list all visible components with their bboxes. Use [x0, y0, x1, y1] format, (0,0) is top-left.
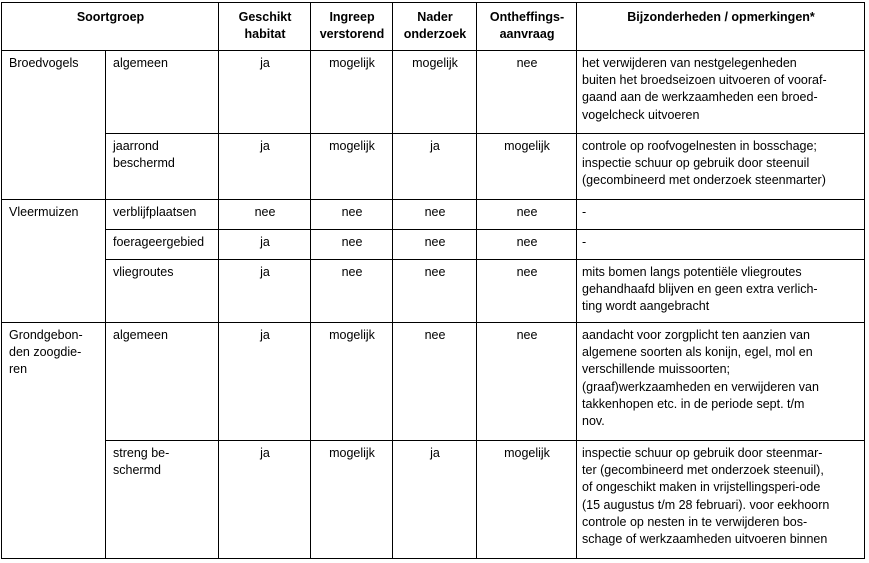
cell-ontheffing: mogelijk [477, 441, 577, 559]
table-row [2, 134, 865, 200]
cell-ingreep: mogelijk [311, 51, 393, 134]
subgroup-label: verblijfplaatsen [106, 200, 219, 230]
cell-ingreep: nee [311, 200, 393, 230]
cell-ontheffing: nee [477, 230, 577, 260]
subgroup-label: vliegroutes [106, 260, 219, 323]
cell-geschikt: ja [219, 260, 311, 323]
cell-ontheffing: nee [477, 51, 577, 134]
group-grondgebonden-zoogdieren: Grondgebon- den zoogdie- ren [2, 323, 106, 559]
cell-geschikt: nee [219, 200, 311, 230]
cell-nader: nee [393, 323, 477, 441]
table-row [2, 230, 865, 260]
header-ontheffingsaanvraag: Ontheffings- aanvraag [477, 3, 577, 51]
cell-nader: nee [393, 260, 477, 323]
cell-nader: mogelijk [393, 51, 477, 134]
cell-geschikt: ja [219, 230, 311, 260]
cell-remark: - [577, 200, 865, 230]
cell-nader: nee [393, 230, 477, 260]
subgroup-label: streng be- schermd [106, 441, 219, 559]
header-nader-onderzoek: Nader onderzoek [393, 3, 477, 51]
cell-geschikt: ja [219, 51, 311, 134]
cell-nader: ja [393, 134, 477, 200]
cell-geschikt: ja [219, 441, 311, 559]
subgroup-label: algemeen [106, 51, 219, 134]
header-ingreep-verstorend: Ingreep verstorend [311, 3, 393, 51]
cell-remark: het verwijderen van nestgelegenheden buiten het broedseizoen uitvoeren of vooraf- gaand aan de werkzaamheden een broed- vogelcheck uitvoeren [577, 51, 865, 134]
cell-nader: ja [393, 441, 477, 559]
cell-ingreep: mogelijk [311, 441, 393, 559]
cell-remark: mits bomen langs potentiële vliegroutes gehandhaafd blijven en geen extra verlich- ting wordt aangebracht [577, 260, 865, 323]
header-bijzonderheden: Bijzonderheden / opmerkingen* [577, 3, 865, 51]
cell-ingreep: nee [311, 230, 393, 260]
cell-remark: aandacht voor zorgplicht ten aanzien van algemene soorten als konijn, egel, mol en verschillende muissoorten; (graaf)werkzaamheden en verwijderen van takkenhopen etc. in de periode sept. t/m nov. [577, 323, 865, 441]
table-row [2, 323, 865, 441]
cell-ontheffing: nee [477, 323, 577, 441]
cell-ingreep: nee [311, 260, 393, 323]
cell-geschikt: ja [219, 323, 311, 441]
table-row [2, 51, 865, 134]
table-header-row [2, 3, 865, 51]
cell-remark: - [577, 230, 865, 260]
cell-ontheffing: nee [477, 260, 577, 323]
group-broedvogels: Broedvogels [2, 51, 106, 200]
header-soortgroep: Soortgroep [2, 3, 219, 51]
subgroup-label: algemeen [106, 323, 219, 441]
cell-ontheffing: nee [477, 200, 577, 230]
table-row [2, 260, 865, 323]
group-vleermuizen: Vleermuizen [2, 200, 106, 323]
cell-remark: controle op roofvogelnesten in bosschage; inspectie schuur op gebruik door steenuil (gecombineerd met onderzoek steenmarter) [577, 134, 865, 200]
table-row [2, 441, 865, 559]
subgroup-label: jaarrond beschermd [106, 134, 219, 200]
species-table [1, 2, 865, 559]
cell-nader: nee [393, 200, 477, 230]
header-geschikt-habitat: Geschikt habitat [219, 3, 311, 51]
cell-remark: inspectie schuur op gebruik door steenmar- ter (gecombineerd met onderzoek steenuil), of ongeschikt maken in vrijstellingsperi-ode (15 augustus t/m 28 februari). voor eekhoorn controle op nesten in te verwijderen bos- schage of werkzaamheden uitvoeren binnen [577, 441, 865, 559]
cell-ingreep: mogelijk [311, 134, 393, 200]
cell-geschikt: ja [219, 134, 311, 200]
cell-ingreep: mogelijk [311, 323, 393, 441]
subgroup-label: foerageergebied [106, 230, 219, 260]
cell-ontheffing: mogelijk [477, 134, 577, 200]
table-row [2, 200, 865, 230]
